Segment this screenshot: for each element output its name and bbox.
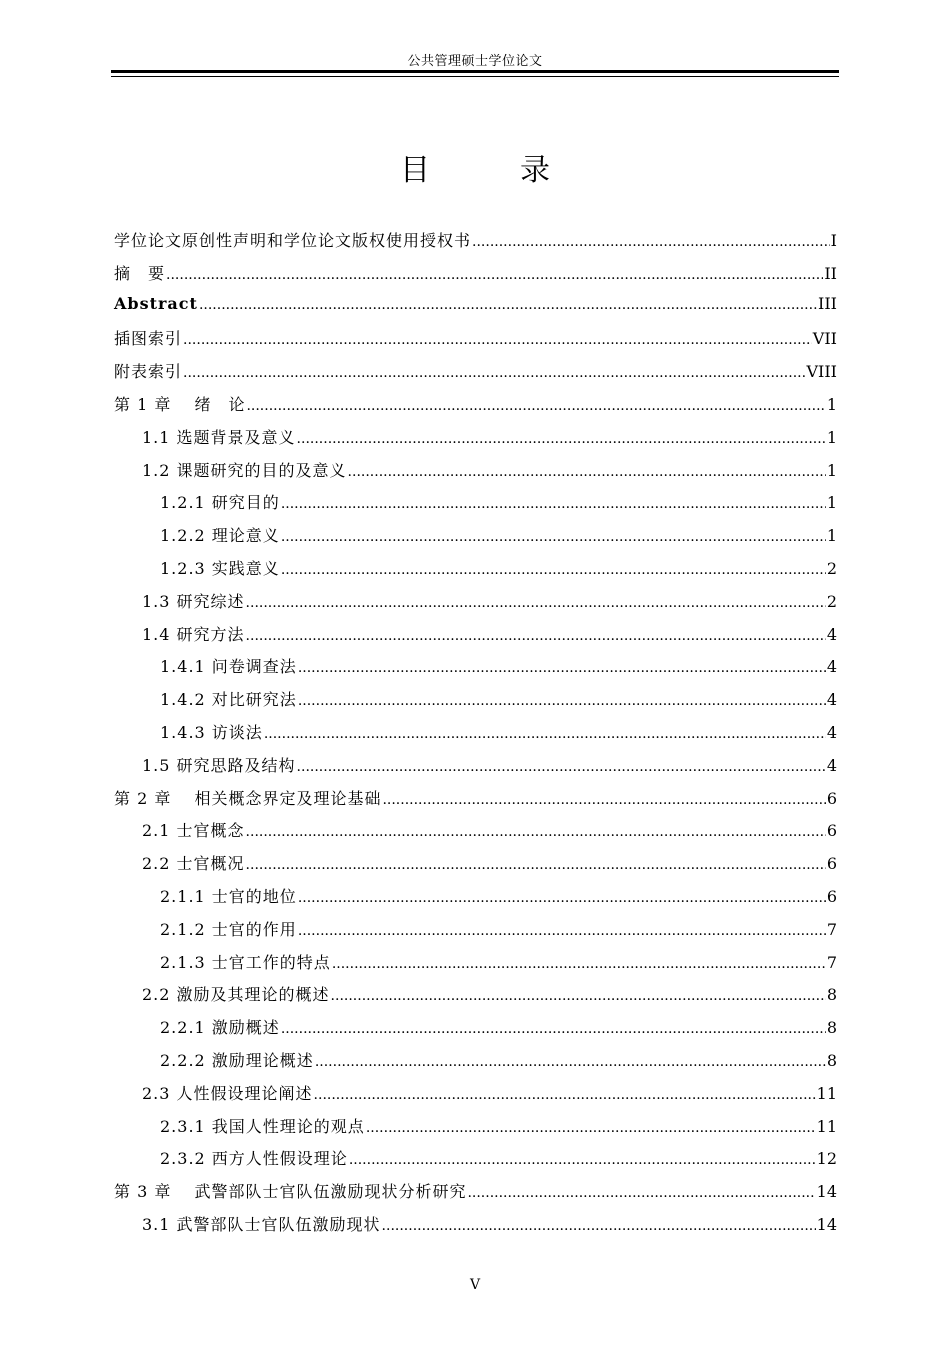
header-rule-thick [111,70,839,73]
toc-entry[interactable] [114,294,837,327]
toc-entry[interactable] [114,1179,837,1212]
toc-dot-leader [332,956,826,972]
toc-entry-page: 7 [826,952,837,972]
toc-entry-page: 4 [826,657,837,677]
toc-entry[interactable] [114,458,837,491]
toc-entry-label: 2.1 士官概念 [142,821,245,841]
toc-entry-label: 2.1.3 士官工作的特点 [160,952,331,972]
toc-dot-leader [314,1087,816,1103]
toc-entry[interactable] [114,1212,837,1245]
toc-entry-page: 1 [826,493,837,513]
toc-entry-page: 1 [826,394,837,414]
toc-entry-label: 1.2 课题研究的目的及意义 [142,460,347,480]
toc-entry-label: 插图索引 [114,329,183,349]
toc-dot-leader [382,1218,816,1234]
toc-dot-leader [331,988,826,1004]
toc-entry-page: 6 [826,854,837,874]
toc-dot-leader [298,660,826,676]
toc-entry-page: VIII [806,362,837,382]
toc-entry-label: Abstract [114,293,198,313]
toc-entry-label: 第 1 章 绪 论 [114,394,246,414]
toc-entry[interactable] [114,818,837,851]
toc-entry[interactable] [114,1048,837,1081]
toc-dot-leader [298,693,826,709]
toc-entry-page: 6 [826,886,837,906]
toc-entry[interactable] [114,359,837,392]
toc-entry-label: 2.3 人性假设理论阐述 [142,1083,313,1103]
toc-entry[interactable] [114,950,837,983]
toc-entry-label: 1.2.2 理论意义 [160,526,280,546]
toc-dot-leader [246,857,826,873]
toc-dot-leader [315,1054,826,1070]
toc-entry[interactable] [114,982,837,1015]
toc-entry[interactable] [114,228,837,261]
toc-entry-page: VII [812,329,837,349]
toc-entry-page: 8 [826,1018,837,1038]
toc-entry-label: 2.3.1 我国人性理论的观点 [160,1116,365,1136]
toc-entry-label: 1.2.3 实践意义 [160,558,280,578]
toc-entry[interactable] [114,884,837,917]
toc-entry-label: 1.5 研究思路及结构 [142,755,296,775]
toc-entry-label: 2.2 激励及其理论的概述 [142,985,330,1005]
toc-entry-page: III [818,293,837,313]
toc-dot-leader [297,431,826,447]
toc-entry-label: 2.2 士官概况 [142,854,245,874]
toc-entry-label: 1.1 选题背景及意义 [142,427,296,447]
toc-entry-page: 4 [826,722,837,742]
page-title: 目 录 [400,153,580,188]
toc-dot-leader [467,1185,815,1201]
toc-entry[interactable] [114,1146,837,1179]
toc-dot-leader [281,496,826,512]
toc-dot-leader [297,759,826,775]
toc-entry-label: 2.3.2 西方人性假设理论 [160,1149,348,1169]
toc-dot-leader [281,1021,826,1037]
toc-entry[interactable] [114,589,837,622]
toc-entry-label: 学位论文原创性声明和学位论文版权使用授权书 [114,231,472,250]
toc-entry-page: 6 [826,788,837,808]
toc-dot-leader [264,726,826,742]
toc-entry-label: 第 3 章 武警部队士官队伍激励现状分析研究 [114,1182,467,1202]
toc-entry[interactable] [114,392,837,425]
toc-dot-leader [166,267,823,283]
toc-entry-label: 2.2.2 激励理论概述 [160,1050,314,1070]
toc-entry-page: 4 [826,755,837,775]
toc-entry-page: 6 [826,821,837,841]
toc-entry-page: 14 [816,1182,837,1202]
page-number: V [469,1277,481,1293]
toc-entry-label: 1.4.3 访谈法 [160,722,263,742]
toc-entry[interactable] [114,326,837,359]
toc-dot-leader [183,365,805,381]
toc-entry[interactable] [114,851,837,884]
toc-entry-page: 2 [826,558,837,578]
toc-entry-page: 11 [816,1116,837,1136]
toc-entry-label: 2.1.1 士官的地位 [160,886,297,906]
toc-dot-leader [348,464,826,480]
toc-entry-label: 第 2 章 相关概念界定及理论基础 [114,788,382,808]
toc-entry-page: 1 [826,526,837,546]
toc-entry-page: 8 [826,1050,837,1070]
toc-entry[interactable] [114,490,837,523]
toc-dot-leader [281,562,826,578]
toc-entry-page: 4 [826,690,837,710]
toc-dot-leader [349,1152,816,1168]
toc-dot-leader [246,398,825,414]
header-rule-thin [111,76,839,77]
toc-dot-leader [298,890,826,906]
toc-entry-label: 1.4.2 对比研究法 [160,690,297,710]
toc-entry-label: 1.4.1 问卷调查法 [160,657,297,677]
toc-entry-page: 2 [826,591,837,611]
toc-entry-page: 1 [826,427,837,447]
toc-entry-label: 2.1.2 士官的作用 [160,919,297,939]
toc-dot-leader [246,824,826,840]
toc-entry[interactable] [114,622,837,655]
toc-entry[interactable] [114,786,837,819]
toc-entry[interactable] [114,1114,837,1147]
toc-dot-leader [472,234,830,250]
toc-entry-label: 1.3 研究综述 [142,591,245,611]
toc-dot-leader [281,529,826,545]
toc-dot-leader [246,595,826,611]
toc-entry[interactable] [114,720,837,753]
toc-entry-label: 摘 要 [114,263,166,283]
toc-entry[interactable] [114,556,837,589]
running-header: 公共管理硕士学位论文 [407,54,543,69]
table-of-contents [114,228,837,1245]
toc-entry[interactable] [114,1081,837,1114]
toc-entry-page: 8 [826,985,837,1005]
toc-entry-page: I [830,231,837,250]
toc-entry[interactable] [114,523,837,556]
toc-entry[interactable] [114,654,837,687]
toc-entry-page: 12 [816,1149,837,1169]
toc-entry-label: 附表索引 [114,362,183,382]
toc-entry-label: 1.2.1 研究目的 [160,493,280,513]
toc-entry[interactable] [114,261,837,294]
toc-entry[interactable] [114,753,837,786]
toc-entry-label: 3.1 武警部队士官队伍激励现状 [142,1214,381,1234]
toc-entry-page: 14 [816,1214,837,1234]
toc-entry-label: 2.2.1 激励概述 [160,1018,280,1038]
toc-dot-leader [199,297,817,313]
toc-entry[interactable] [114,425,837,458]
toc-dot-leader [382,792,825,808]
toc-entry[interactable] [114,917,837,950]
toc-entry[interactable] [114,687,837,720]
toc-entry-page: 7 [826,919,837,939]
toc-entry-page: II [824,263,837,283]
toc-entry-page: 1 [826,460,837,480]
toc-dot-leader [366,1120,816,1136]
toc-entry-page: 4 [826,624,837,644]
toc-dot-leader [246,628,826,644]
toc-entry[interactable] [114,1015,837,1048]
toc-entry-page: 11 [816,1083,837,1103]
toc-dot-leader [183,332,812,348]
toc-entry-label: 1.4 研究方法 [142,624,245,644]
toc-dot-leader [298,923,826,939]
